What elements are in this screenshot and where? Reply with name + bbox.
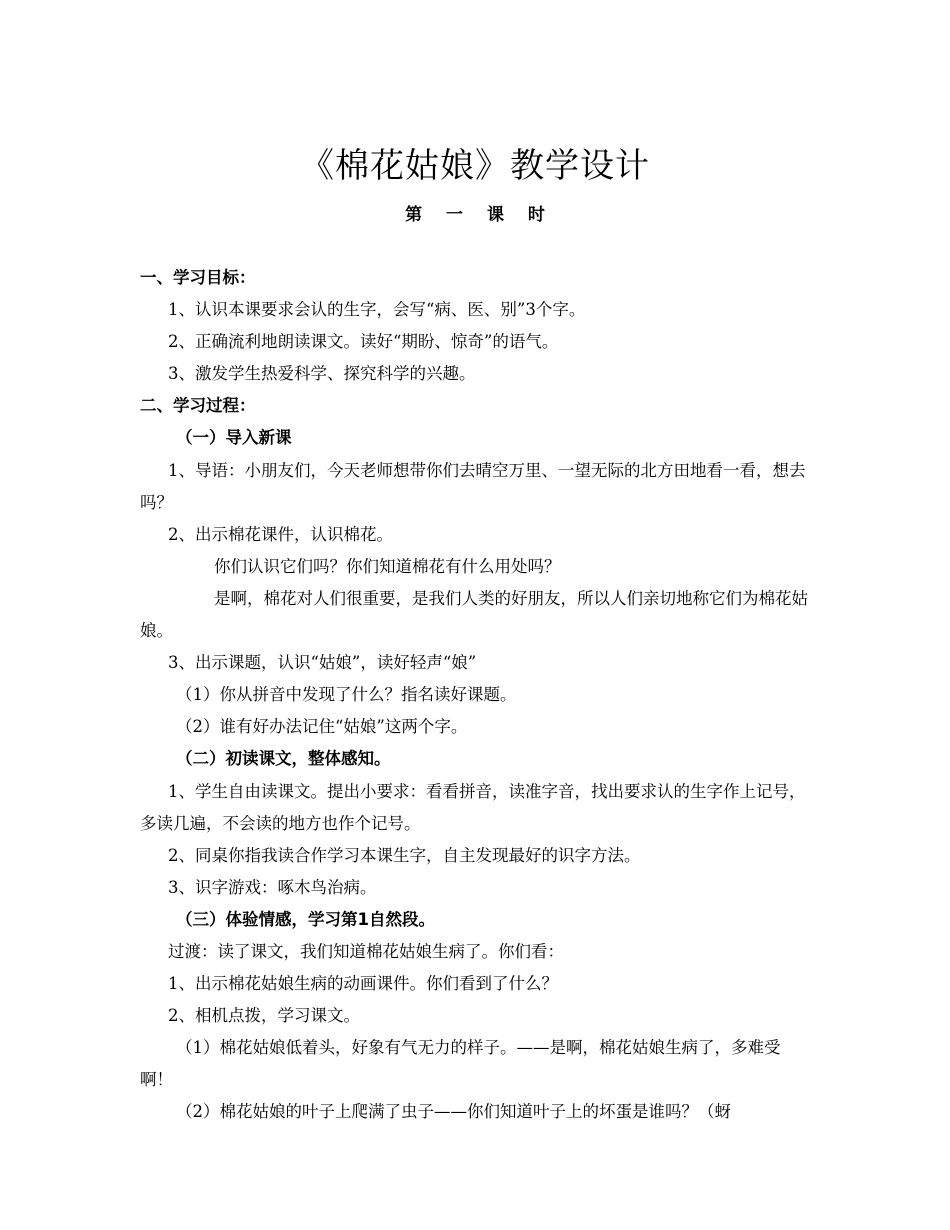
- paragraph: 2、正确流利地朗读课文。读好“期盼、惊奇”的语气。: [168, 332, 559, 352]
- paragraph: 2、出示棉花课件，认识棉花。: [168, 524, 393, 544]
- paragraph: 过渡：读了课文，我们知道棉花姑娘生病了。你们看：: [168, 941, 564, 961]
- document-title: 《棉花姑娘》教学设计: [300, 146, 650, 186]
- section-heading: 二、学习过程：: [140, 396, 256, 416]
- paragraph: （1）棉花姑娘低着头，好象有气无力的样子。——是啊，棉花姑娘生病了，多难受啊！: [140, 1038, 781, 1090]
- paragraph: 3、识字游戏：啄木鸟治病。: [168, 877, 377, 897]
- paragraph: （2）谁有好办法记住“姑娘”这两个字。: [176, 717, 468, 737]
- paragraph: 3、出示课题，认识“姑娘”，读好轻声“娘”: [168, 653, 477, 673]
- document-body: [140, 262, 812, 1129]
- subsection-heading: （三）体验情感，学习第1自然段。: [176, 909, 435, 929]
- paragraph: 2、同桌你指我读合作学习本课生字，自主发现最好的识字方法。: [168, 845, 641, 865]
- paragraph: 你们认识它们吗？你们知道棉花有什么用处吗？: [214, 556, 561, 576]
- document-subtitle: 第 一 课 时: [405, 205, 545, 225]
- section-heading: 一、学习目标：: [140, 268, 256, 287]
- paragraph: 2、相机点拨，学习课文。: [168, 1006, 360, 1026]
- paragraph: 1、认识本课要求会认的生字，会写“病、医、别”3个字。: [168, 300, 586, 320]
- subsection-heading: （二）初读课文，整体感知。: [176, 749, 391, 769]
- paragraph: 1、学生自由读课文。提出小要求：看看拼音，读准字音，找出要求认的生字作上记号，多读几遍，不会读的地方也作个记号。: [140, 781, 806, 833]
- paragraph: 是啊，棉花对人们很重要，是我们人类的好朋友，所以人们亲切地称它们为棉花姑娘。: [140, 588, 808, 641]
- paragraph: （1）你从拼音中发现了什么？指名读好课题。: [176, 685, 517, 705]
- paragraph: 1、导语：小朋友们，今天老师想带你们去晴空万里、一望无际的北方田地看一看，想去吗？: [140, 460, 806, 512]
- paragraph: 3、激发学生热爱科学、探究科学的兴趣。: [168, 364, 476, 384]
- paragraph: （2）棉花姑娘的叶子上爬满了虫子——你们知道叶子上的坏蛋是谁吗？（蚜: [176, 1102, 731, 1122]
- paragraph: 1、出示棉花姑娘生病的动画课件。你们看到了什么？: [168, 974, 558, 994]
- subsection-heading: （一）导入新课: [176, 428, 292, 448]
